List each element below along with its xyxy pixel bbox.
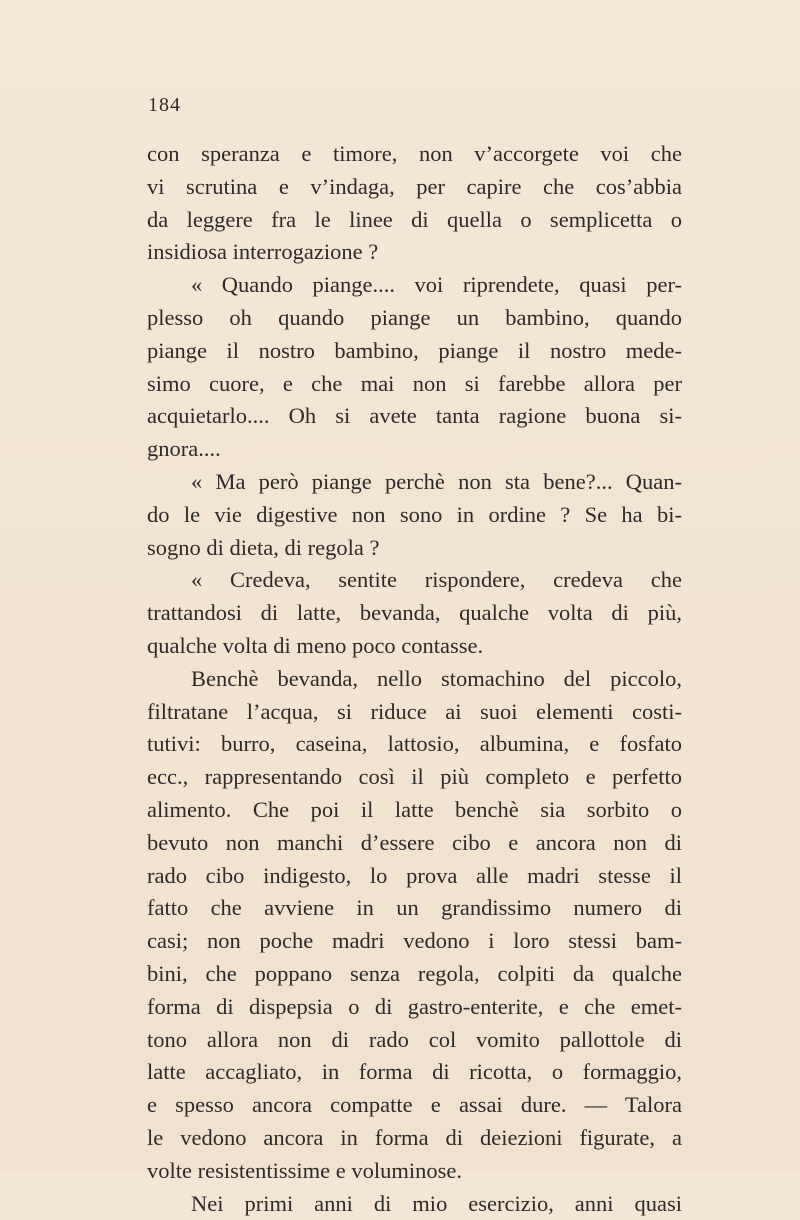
text-line: volte resistentissime e voluminose. <box>147 1155 682 1188</box>
text-line: do le vie digestive non sono in ordine ? Se ha bi- <box>147 499 682 532</box>
text-line: plesso oh quando piange un bambino, quando <box>147 302 682 335</box>
text-line: bevuto non manchi d’essere cibo e ancora non di <box>147 827 682 860</box>
text-line: gnora.... <box>147 433 682 466</box>
text-line: latte accagliato, in forma di ricotta, o formaggio, <box>147 1056 682 1089</box>
text-line: insidiosa interrogazione ? <box>147 236 682 269</box>
text-line: Benchè bevanda, nello stomachino del piccolo, <box>147 663 682 696</box>
text-line: da leggere fra le linee di quella o semplicetta o <box>147 204 682 237</box>
text-line: rado cibo indigesto, lo prova alle madri stesse il <box>147 860 682 893</box>
text-line: trattandosi di latte, bevanda, qualche volta di più, <box>147 597 682 630</box>
text-line: « Credeva, sentite rispondere, credeva che <box>147 564 682 597</box>
text-line: con speranza e timore, non v’accorgete voi che <box>147 138 682 171</box>
text-line: alimento. Che poi il latte benchè sia sorbito o <box>147 794 682 827</box>
text-line: ecc., rappresentando così il più completo e perfetto <box>147 761 682 794</box>
text-line: fatto che avviene in un grandissimo numero di <box>147 892 682 925</box>
text-line: bini, che poppano senza regola, colpiti da qualche <box>147 958 682 991</box>
text-line: le vedono ancora in forma di deiezioni figurate, a <box>147 1122 682 1155</box>
text-line: sogno di dieta, di regola ? <box>147 532 682 565</box>
text-line: qualche volta di meno poco contasse. <box>147 630 682 663</box>
text-line: « Quando piange.... voi riprendete, quasi per- <box>147 269 682 302</box>
text-line: tutivi: burro, caseina, lattosio, albumina, e fosfato <box>147 728 682 761</box>
page-number: 184 <box>148 94 181 117</box>
text-line: e spesso ancora compatte e assai dure. — Talora <box>147 1089 682 1122</box>
text-line: « Ma però piange perchè non sta bene?... Quan- <box>147 466 682 499</box>
text-line: vi scrutina e v’indaga, per capire che cos’abbia <box>147 171 682 204</box>
text-line: casi; non poche madri vedono i loro stessi bam- <box>147 925 682 958</box>
text-line: piange il nostro bambino, piange il nostro mede- <box>147 335 682 368</box>
text-line: tono allora non di rado col vomito pallottole di <box>147 1024 682 1057</box>
text-line: forma di dispepsia o di gastro-enterite, e che emet- <box>147 991 682 1024</box>
text-line: Nei primi anni di mio esercizio, anni quasi <box>147 1188 682 1220</box>
text-line: acquietarlo.... Oh si avete tanta ragione buona si- <box>147 400 682 433</box>
body-text <box>147 138 682 1220</box>
text-line: simo cuore, e che mai non si farebbe allora per <box>147 368 682 401</box>
text-line: filtratane l’acqua, si riduce ai suoi elementi costi- <box>147 696 682 729</box>
